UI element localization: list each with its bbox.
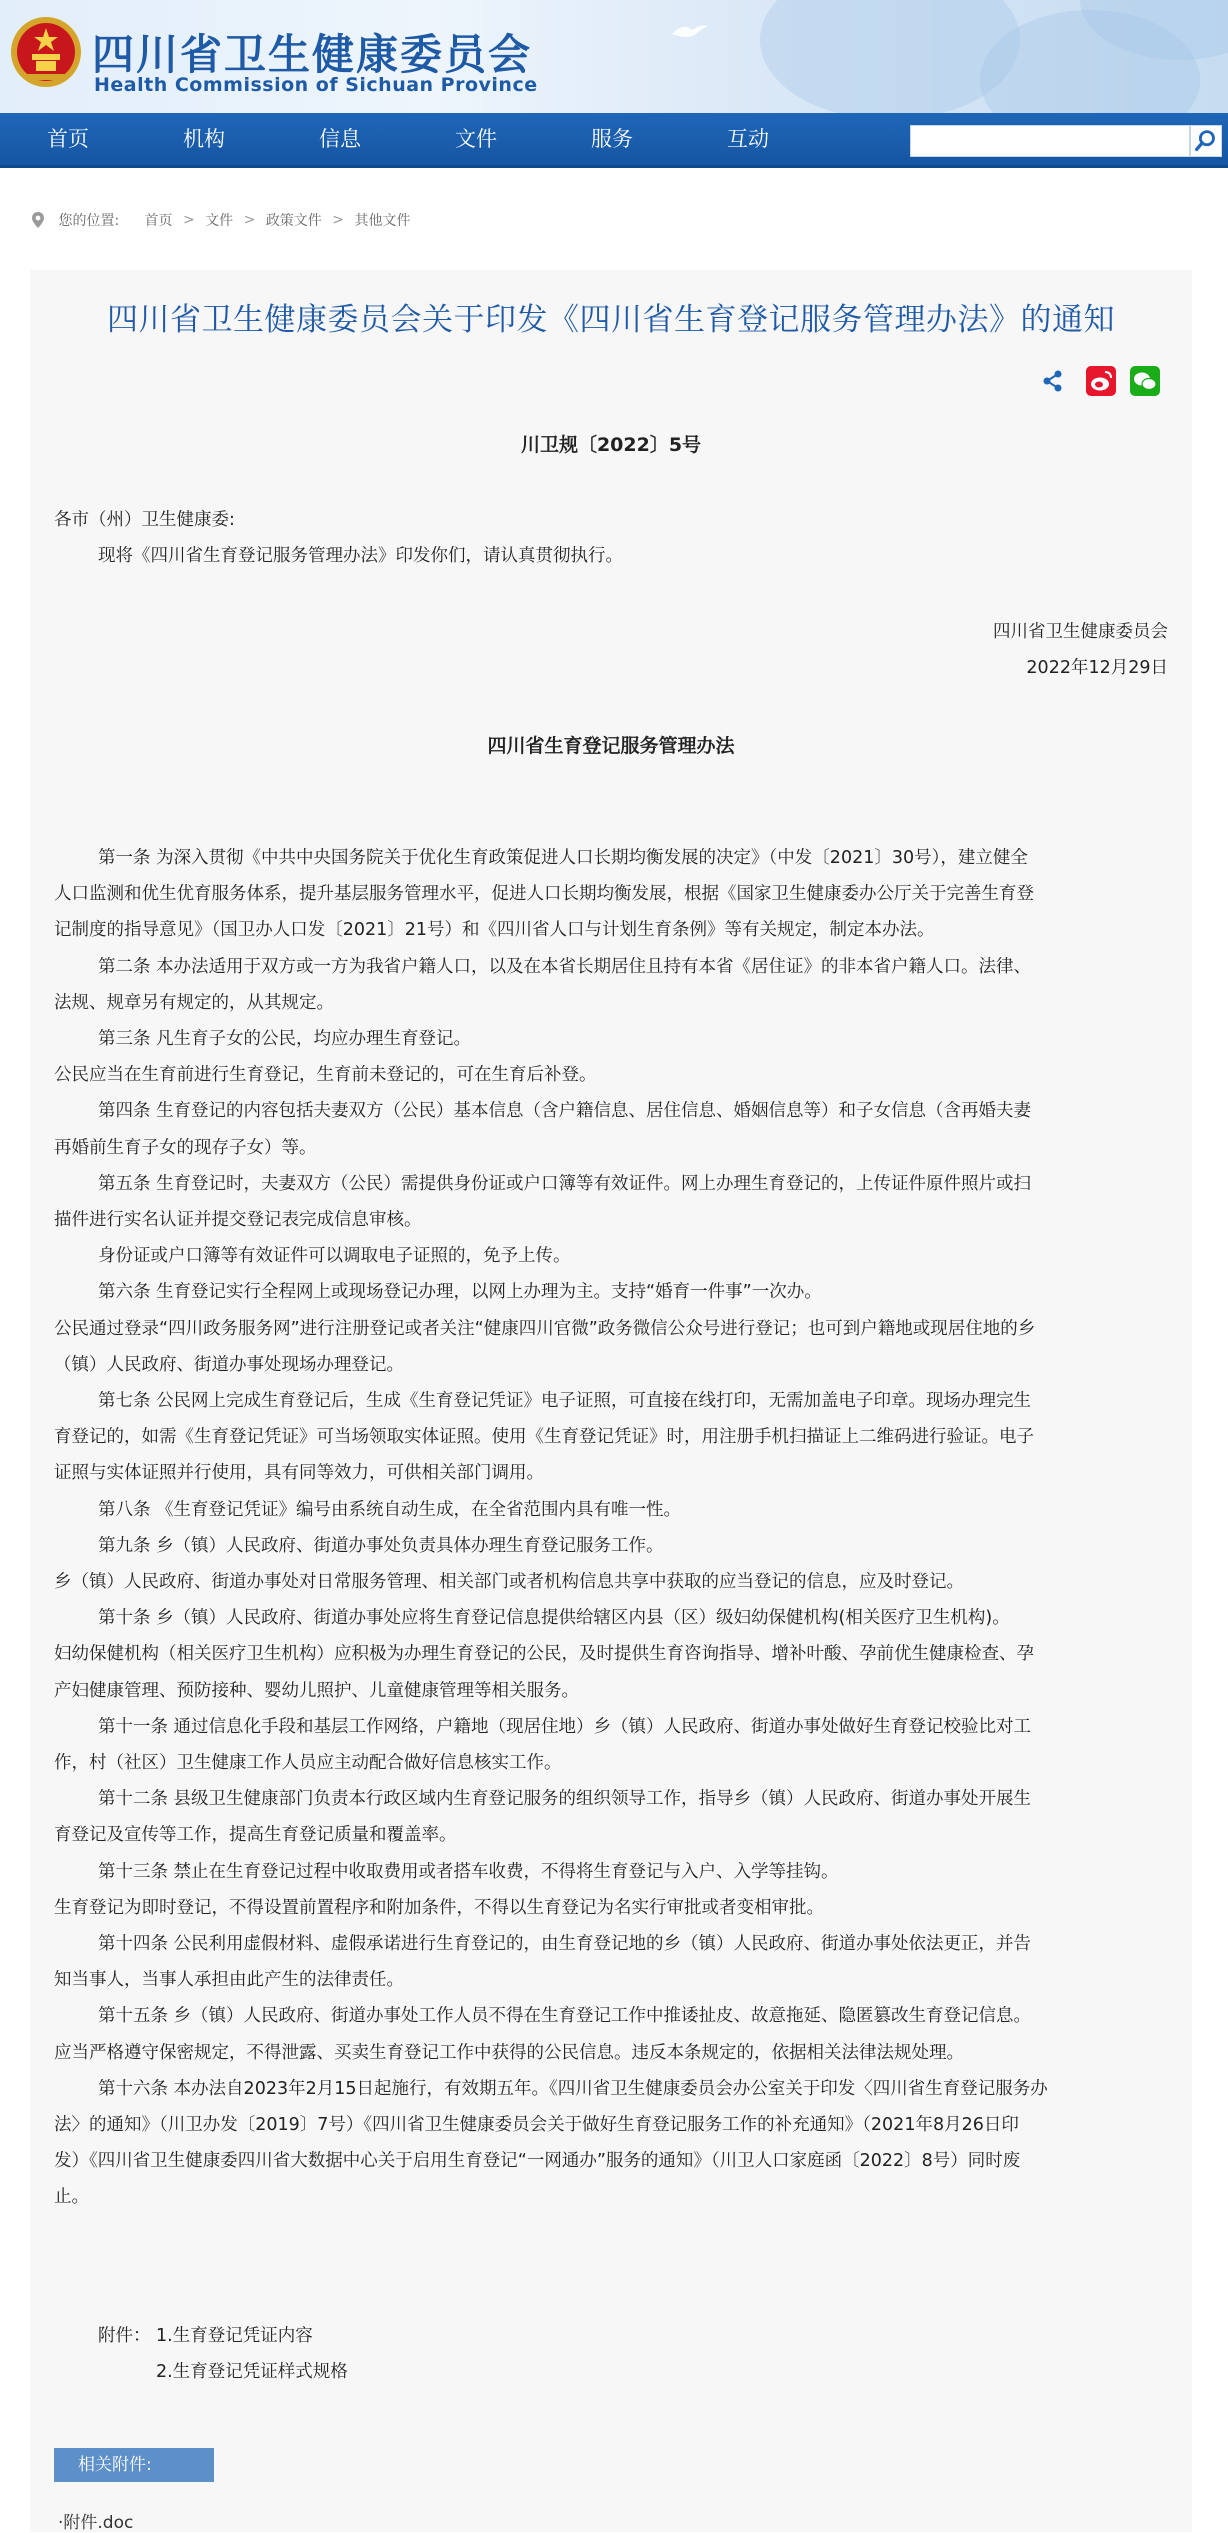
article-line: 应当严格遵守保密规定，不得泄露、买卖生育登记工作中获得的公民信息。违反本条规定的，依据相关法律法规处理。	[54, 2043, 964, 2063]
breadcrumb-spacer	[130, 212, 134, 228]
article-line: 发）《四川省卫生健康委四川省大数据中心关于启用生育登记“一网通办”服务的通知》（川卫人口家庭函〔2022〕8号）同时废	[54, 2151, 1021, 2171]
issue-date: 2022年12月29日	[1026, 658, 1168, 678]
breadcrumb-separator: >	[243, 212, 256, 228]
main-nav	[0, 113, 1228, 168]
attachments-label: 附件：	[98, 2326, 151, 2346]
document-number: 川卫规〔2022〕5号	[520, 434, 702, 456]
breadcrumb-separator: >	[182, 212, 195, 228]
article-line: 产妇健康管理、预防接种、婴幼儿照护、儿童健康管理等相关服务。	[54, 1681, 579, 1701]
breadcrumb-item-documents[interactable]: 文件	[205, 213, 234, 229]
nav-item-documents[interactable]: 文件	[455, 127, 497, 151]
attachment-item: 1.生育登记凭证内容	[156, 2326, 313, 2346]
breadcrumb	[30, 210, 410, 230]
header-decoration	[760, 0, 1020, 113]
intro-paragraph: 现将《四川省生育登记服务管理办法》印发你们，请认真贯彻执行。	[98, 546, 623, 566]
article-line: 第十二条 县级卫生健康部门负责本行政区域内生育登记服务的组织领导工作，指导乡（镇）人民政府、街道办事处开展生	[98, 1789, 1032, 1809]
article-line: 第十四条 公民利用虚假材料、虚假承诺进行生育登记的，由生育登记地的乡（镇）人民政府、街道办事处依法更正，并告	[98, 1934, 1032, 1954]
breadcrumb-item-home[interactable]: 首页	[144, 213, 173, 229]
breadcrumb-prefix: 您的位置:	[58, 213, 120, 229]
article-line: 第十一条 通过信息化手段和基层工作网络，户籍地（现居住地）乡（镇）人民政府、街道办事处做好生育登记校验比对工	[98, 1717, 1032, 1737]
article-line: 第五条 生育登记时，夫妻双方（公民）需提供身份证或户口簿等有效证件。网上办理生育登记的，上传证件原件照片或扫	[98, 1174, 1032, 1194]
article-line: 乡（镇）人民政府、街道办事处对日常服务管理、相关部门或者机构信息共享中获取的应当登记的信息，应及时登记。	[54, 1572, 964, 1592]
weibo-share-icon[interactable]	[1086, 366, 1116, 396]
article-line: 人口监测和优生优育服务体系，提升基层服务管理水平，促进人口长期均衡发展，根据《国家卫生健康委办公厅关于完善生育登	[54, 884, 1034, 904]
national-emblem-icon	[8, 14, 84, 90]
article-line: 记制度的指导意见》（国卫办人口发〔2021〕21号）和《四川省人口与计划生育条例》等有关规定，制定本办法。	[54, 920, 935, 940]
dove-icon	[670, 20, 710, 42]
article-line: 描件进行实名认证并提交登记表完成信息审核。	[54, 1210, 422, 1230]
article-line: 作，村（社区）卫生健康工作人员应主动配合做好信息核实工作。	[54, 1753, 562, 1773]
article-line: 第十三条 禁止在生育登记过程中收取费用或者搭车收费，不得将生育登记与入户、入学等挂钩。	[98, 1862, 839, 1882]
article-line: 第二条 本办法适用于双方或一方为我省户籍人口，以及在本省长期居住且持有本省《居住证》的非本省户籍人口。法律、	[98, 957, 1032, 977]
issuer-name: 四川省卫生健康委员会	[993, 622, 1168, 642]
article-line: 第七条 公民网上完成生育登记后，生成《生育登记凭证》电子证照，可直接在线打印，无需加盖电子印章。现场办理完生	[98, 1391, 1032, 1411]
article-line: 法规、规章另有规定的，从其规定。	[54, 993, 334, 1013]
article-line: 第八条 《生育登记凭证》编号由系统自动生成，在全省范围内具有唯一性。	[98, 1500, 682, 1520]
search-input[interactable]	[911, 126, 1189, 156]
share-icon[interactable]	[1038, 366, 1068, 396]
related-attachments-label: 相关附件:	[54, 2448, 214, 2482]
article-line: 第十六条 本办法自2023年2月15日起施行，有效期五年。《四川省卫生健康委员会办公室关于印发〈四川省生育登记服务办	[98, 2079, 1048, 2099]
article-line: 证照与实体证照并行使用，具有同等效力，可供相关部门调用。	[54, 1463, 544, 1483]
recipient-line: 各市（州）卫生健康委:	[54, 510, 235, 530]
article-line: 第四条 生育登记的内容包括夫妻双方（公民）基本信息（含户籍信息、居住信息、婚姻信息等）和子女信息（含再婚夫妻	[98, 1101, 1032, 1121]
article-line: 公民通过登录“四川政务服务网”进行注册登记或者关注“健康四川官微”政务微信公众号进行登记；也可到户籍地或现居住地的乡	[54, 1319, 1036, 1339]
article-line: 第三条 凡生育子女的公民，均应办理生育登记。	[98, 1029, 472, 1049]
article-line: 法〉的通知》（川卫办发〔2019〕7号）《四川省卫生健康委员会关于做好生育登记服务工作的补充通知》（2021年8月26日印	[54, 2115, 1019, 2135]
search-icon	[1191, 126, 1221, 156]
wechat-share-icon[interactable]	[1130, 366, 1160, 396]
article-title: 四川省卫生健康委员会关于印发《四川省生育登记服务管理办法》的通知	[107, 302, 1115, 338]
breadcrumb-item-policy[interactable]: 政策文件	[265, 213, 322, 229]
article-line: 第十五条 乡（镇）人民政府、街道办事处工作人员不得在生育登记工作中推诿扯皮、故意拖延、隐匿篡改生育登记信息。	[98, 2006, 1032, 2026]
article-line: 知当事人，当事人承担由此产生的法律责任。	[54, 1970, 404, 1990]
article-line: 育登记及宣传等工作，提高生育登记质量和覆盖率。	[54, 1825, 457, 1845]
article-line: 第一条 为深入贯彻《中共中央国务院关于优化生育政策促进人口长期均衡发展的决定》（中发〔2021〕30号），建立健全	[98, 848, 1028, 868]
nav-item-information[interactable]: 信息	[319, 127, 361, 151]
article-card	[30, 270, 1192, 2532]
nav-item-organization[interactable]: 机构	[183, 127, 225, 151]
attachment-file-link[interactable]: ·附件.doc	[58, 2513, 134, 2533]
search-button[interactable]	[1190, 125, 1222, 157]
breadcrumb-separator: >	[332, 212, 344, 228]
article-line: 育登记的，如需《生育登记凭证》可当场领取实体证照。使用《生育登记凭证》时，用注册手机扫描证上二维码进行验证。电子	[54, 1427, 1034, 1447]
search-box	[910, 125, 1190, 157]
article-line: 身份证或户口簿等有效证件可以调取电子证照的，免予上传。	[98, 1246, 571, 1266]
location-pin-icon	[30, 211, 46, 229]
article-line: 公民应当在生育前进行生育登记，生育前未登记的，可在生育后补登。	[54, 1065, 597, 1085]
article-line: 第六条 生育登记实行全程网上或现场登记办理，以网上办理为主。支持“婚育一件事”一次办。	[98, 1282, 822, 1302]
article-line: 生育登记为即时登记，不得设置前置程序和附加条件，不得以生育登记为名实行审批或者变相审批。	[54, 1898, 824, 1918]
article-line: （镇）人民政府、街道办事处现场办理登记。	[54, 1355, 404, 1375]
measures-title: 四川省生育登记服务管理办法	[487, 735, 735, 757]
article-line: 再婚前生育子女的现存子女）等。	[54, 1138, 317, 1158]
site-subtitle: Health Commission of Sichuan Province	[94, 74, 538, 96]
article-line: 妇幼保健机构（相关医疗卫生机构）应积极为办理生育登记的公民，及时提供生育咨询指导、增补叶酸、孕前优生健康检查、孕	[54, 1644, 1034, 1664]
article-line: 第十条 乡（镇）人民政府、街道办事处应将生育登记信息提供给辖区内县（区）级妇幼保健机构(相关医疗卫生机构)。	[98, 1608, 1010, 1628]
article-line: 止。	[54, 2187, 89, 2207]
attachment-item: 2.生育登记凭证样式规格	[156, 2362, 348, 2382]
nav-item-interaction[interactable]: 互动	[727, 127, 769, 151]
nav-item-home[interactable]: 首页	[47, 127, 89, 151]
breadcrumb-item-other[interactable]: 其他文件	[354, 213, 411, 229]
site-header	[0, 0, 1228, 113]
site-title: 四川省卫生健康委员会	[92, 30, 533, 79]
nav-item-services[interactable]: 服务	[591, 127, 633, 151]
article-line: 第九条 乡（镇）人民政府、街道办事处负责具体办理生育登记服务工作。	[98, 1536, 664, 1556]
